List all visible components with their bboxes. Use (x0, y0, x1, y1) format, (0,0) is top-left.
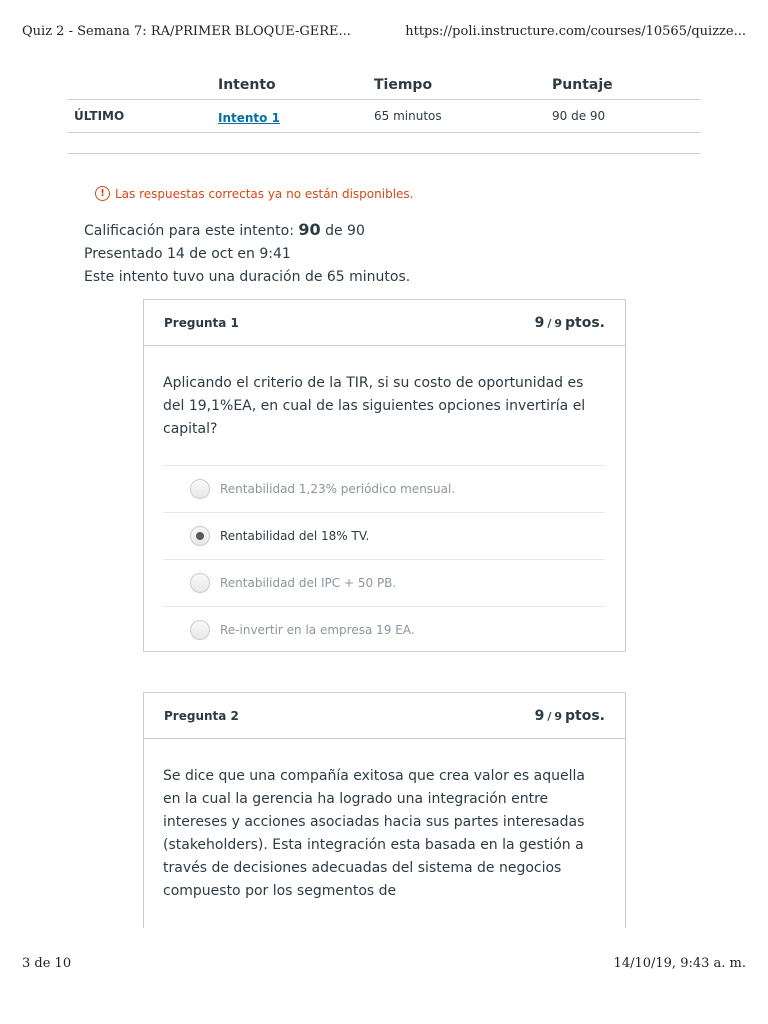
question-text: Se dice que una compañía exitosa que crea valor es aquella en la cual la gerencia ha logrado una integración entre intereses y acciones asociadas hacia sus partes interesadas (stakeholders). Esta integración esta basada en la gestión a través de decisiones adecuadas del sistema de negocios compuesto por los segmentos de (163, 768, 585, 899)
answer-label: Rentabilidad del IPC + 50 PB. (220, 576, 397, 590)
attempt-score-line (84, 218, 410, 243)
header-score: Puntaje (552, 76, 613, 93)
radio-button[interactable] (190, 573, 210, 593)
section-divider (68, 153, 700, 154)
points-separator: / (547, 316, 552, 330)
header-time: Tiempo (374, 76, 433, 93)
attempt-label: ÚLTIMO (74, 109, 125, 123)
radio-button-selected[interactable] (190, 526, 210, 546)
header-attempt: Intento (218, 76, 276, 93)
question-header (144, 300, 625, 346)
answer-label: Re-invertir en la empresa 19 EA. (220, 623, 415, 637)
points-unit: ptos. (565, 314, 605, 331)
answer-option[interactable] (163, 559, 605, 606)
radio-button[interactable] (190, 479, 210, 499)
print-datetime: 14/10/19, 9:43 a. m. (613, 956, 746, 971)
question-header (144, 693, 625, 739)
score-prefix: Calificación para este intento: (84, 223, 299, 239)
points-unit: ptos. (565, 707, 605, 724)
attempt-score: 90 de 90 (552, 109, 606, 123)
table-row (68, 100, 700, 133)
answer-option-selected[interactable] (163, 512, 605, 559)
points-total: 9 (554, 316, 563, 330)
points-earned: 9 (534, 707, 545, 724)
question-points (535, 315, 605, 331)
warning-text: Las respuestas correctas ya no están disponibles. (115, 186, 414, 201)
answer-label: Rentabilidad 1,23% periódico mensual. (220, 482, 456, 496)
warning-icon: ! (95, 186, 110, 201)
attempt-time: 65 minutos (374, 109, 442, 123)
question-text: Aplicando el criterio de la TIR, si su costo de oportunidad es del 19,1%EA, en cual de las siguientes opciones invertiría el capital? (163, 375, 586, 437)
submitted-line: Presentado 14 de oct en 9:41 (84, 246, 291, 262)
answers-unavailable-notice (95, 186, 413, 201)
duration-line: Este intento tuvo una duración de 65 minutos. (84, 269, 411, 285)
attempts-table (68, 70, 700, 133)
question-title: Pregunta 1 (164, 315, 239, 330)
attempts-table-header (68, 70, 700, 100)
print-header (22, 24, 746, 39)
answer-option[interactable] (163, 606, 605, 653)
answer-list (163, 465, 605, 653)
points-total: 9 (554, 709, 563, 723)
print-footer (22, 956, 746, 971)
points-earned: 9 (534, 314, 545, 331)
question-2 (143, 692, 626, 928)
question-points (535, 708, 605, 724)
points-separator: / (547, 709, 552, 723)
attempt-summary (84, 218, 410, 289)
radio-button[interactable] (190, 620, 210, 640)
print-page-number: 3 de 10 (22, 956, 72, 971)
question-1 (143, 299, 626, 652)
attempt-link[interactable]: Intento 1 (218, 110, 280, 125)
print-page-url: https://poli.instructure.com/courses/10565/quizze... (405, 24, 746, 39)
answer-label: Rentabilidad del 18% TV. (220, 529, 370, 543)
question-title: Pregunta 2 (164, 708, 239, 723)
score-value: 90 (298, 220, 321, 239)
attempt-cell (218, 107, 374, 126)
print-page-title: Quiz 2 - Semana 7: RA/PRIMER BLOQUE-GERE... (22, 24, 351, 39)
score-suffix: de 90 (320, 223, 365, 239)
answer-option[interactable] (163, 465, 605, 512)
